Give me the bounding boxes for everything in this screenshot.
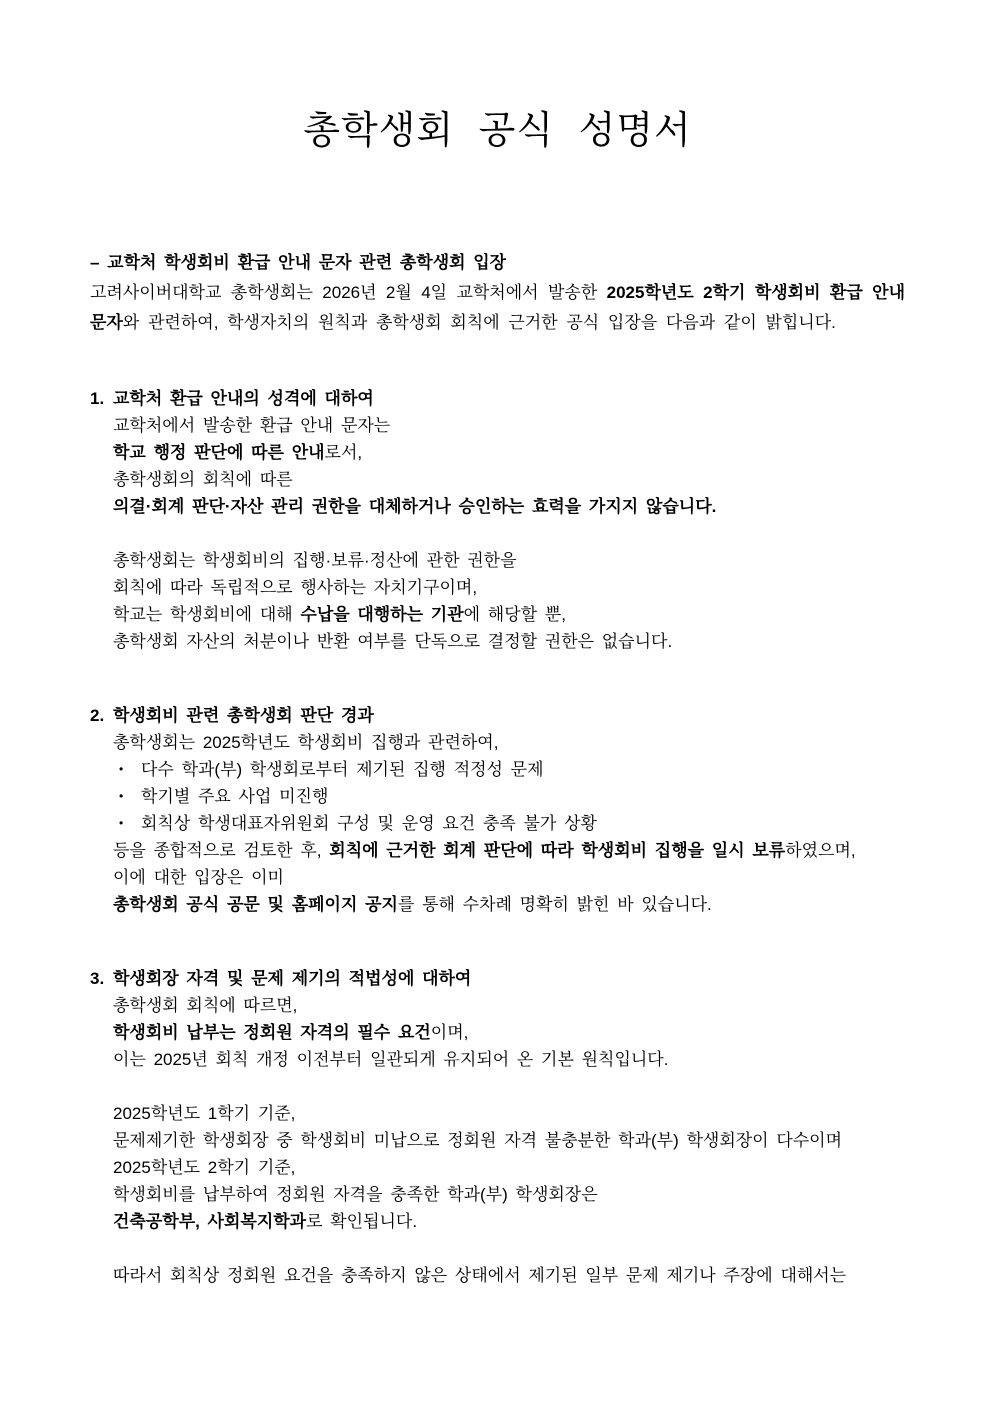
text-run-bold: 회칙에 근거한 회계 판단에 따라 학생회비 집행을 일시 보류: [329, 841, 786, 860]
document-title: 총학생회 공식 성명서: [303, 110, 692, 152]
text-run-bold: 의결·회계 판단·자산 관리 권한을 대체하거나 승인하는 효력을 가지지 않습니다.: [113, 497, 717, 516]
text-run: 와 관련하여, 학생자치의 원칙과 총학생회 회칙에 근거한 공식 입장을 다음과 같이 밝힙니다.: [122, 313, 836, 332]
text-run-bold: 학교 행정 판단에 따른 안내: [113, 443, 325, 462]
text-line: [113, 1208, 905, 1235]
blank-line: [113, 520, 905, 547]
section-2: [90, 702, 905, 918]
text-line: [113, 864, 905, 891]
text-run: 고려사이버대학교 총학생회는 2026년 2월 4일 교학처에서 발송한: [90, 283, 607, 302]
text-run: 총학생회 자산의 처분이나 반환 여부를 단독으로 결정할 권한은 없습니다.: [113, 632, 673, 651]
text-line: [113, 466, 905, 493]
text-line: [113, 493, 905, 520]
text-run: 회칙에 따라 독립적으로 행사하는 자치기구이며,: [113, 578, 478, 597]
section-heading-text: 교학처 환급 안내의 성격에 대하여: [113, 389, 374, 408]
text-line: [113, 1181, 905, 1208]
section-heading-text: 학생회장 자격 및 문제 제기의 적법성에 대하여: [113, 969, 472, 988]
text-run: 교학처에서 발송한 환급 안내 문자는: [113, 416, 391, 435]
text-run: 총학생회 회칙에 따르면,: [113, 996, 298, 1015]
text-run: 따라서 회칙상 정회원 요건을 충족하지 않은 상태에서 제기된 일부 문제 제기나 주장에 대해서는: [113, 1266, 847, 1285]
text-run: 이에 대한 입장은 이미: [113, 868, 284, 887]
text-run-bold: 2025학년도 2학기 학생회비 환급 안내 문자: [90, 283, 905, 332]
bullet-item: [113, 810, 905, 837]
section-2-heading: [90, 702, 905, 729]
text-run: 하였으며,: [785, 841, 856, 860]
text-run-bold: 총학생회 공식 공문 및 홈페이지 공지: [113, 895, 398, 914]
bullet-item: [113, 756, 905, 783]
text-run: 로서,: [324, 443, 363, 462]
text-run: 에 해당할 뿐,: [463, 605, 566, 624]
text-run-bold: 수납을 대행하는 기관: [300, 605, 464, 624]
text-line: [113, 601, 905, 628]
bullet-text: 회칙상 학생대표자위원회 구성 및 운영 요건 충족 불가 상황: [141, 814, 597, 833]
text-line: [113, 574, 905, 601]
text-run-bold: 건축공학부, 사회복지학과: [113, 1212, 307, 1231]
text-run: 를 통해 수차례 명확히 밝힌 바 있습니다.: [397, 895, 712, 914]
text-run: 등을 종합적으로 검토한 후,: [113, 841, 330, 860]
text-line: [113, 439, 905, 466]
text-line: [113, 1262, 905, 1289]
section-1: [90, 385, 905, 655]
text-run: 2025학년도 2학기 기준,: [113, 1158, 296, 1177]
section-3: [90, 965, 905, 1289]
text-line: [113, 412, 905, 439]
section-number: 1.: [90, 389, 105, 408]
text-run: 총학생회의 회칙에 따른: [113, 470, 293, 489]
blank-line: [113, 1073, 905, 1100]
section-2-body: [90, 729, 905, 918]
text-run-bold: 학생회비 납부는 정회원 자격의 필수 요건: [113, 1023, 431, 1042]
text-line: [113, 1154, 905, 1181]
bullet-icon: •: [119, 762, 124, 776]
text-run: 학교는 학생회비에 대해: [113, 605, 301, 624]
section-3-heading: [90, 965, 905, 992]
bullet-icon: •: [119, 789, 124, 803]
text-line: [113, 1046, 905, 1073]
text-run: 총학생회는 2025학년도 학생회비 집행과 관련하여,: [113, 733, 499, 752]
text-line: [113, 837, 905, 864]
section-1-heading: [90, 385, 905, 412]
text-run: 이는 2025년 회칙 개정 이전부터 일관되게 유지되어 온 기본 원칙입니다.: [113, 1050, 669, 1069]
text-run: 로 확인됩니다.: [306, 1212, 418, 1231]
text-line: [113, 729, 905, 756]
section-number: 2.: [90, 706, 105, 725]
intro-paragraph: [90, 278, 905, 338]
text-line: [113, 1019, 905, 1046]
text-run: 문제제기한 학생회장 중 학생회비 미납으로 정회원 자격 불충분한 학과(부) 학생회장이 다수이며: [113, 1131, 843, 1150]
text-line: [113, 1100, 905, 1127]
text-run: 총학생회는 학생회비의 집행·보류·정산에 관한 권한을: [113, 551, 517, 570]
text-run: 이며,: [430, 1023, 469, 1042]
bullet-text: 학기별 주요 사업 미진행: [141, 787, 329, 806]
bullet-item: [113, 783, 905, 810]
section-number: 3.: [90, 969, 105, 988]
text-line: [113, 891, 905, 918]
text-run: 2025학년도 1학기 기준,: [113, 1104, 296, 1123]
text-run: 학생회비를 납부하여 정회원 자격을 충족한 학과(부) 학생회장은: [113, 1185, 598, 1204]
text-line: [113, 547, 905, 574]
text-line: [113, 628, 905, 655]
section-heading-text: 학생회비 관련 총학생회 판단 경과: [113, 706, 374, 725]
text-line: [113, 1127, 905, 1154]
section-3-body: [90, 992, 905, 1289]
blank-line: [113, 1235, 905, 1262]
bullet-icon: •: [119, 816, 124, 830]
bullet-text: 다수 학과(부) 학생회로부터 제기된 집행 적정성 문제: [141, 760, 544, 779]
statement-subject-heading: – 교학처 학생회비 환급 안내 문자 관련 총학생회 입장: [90, 253, 507, 272]
text-line: [113, 992, 905, 1019]
section-1-body: [90, 412, 905, 655]
